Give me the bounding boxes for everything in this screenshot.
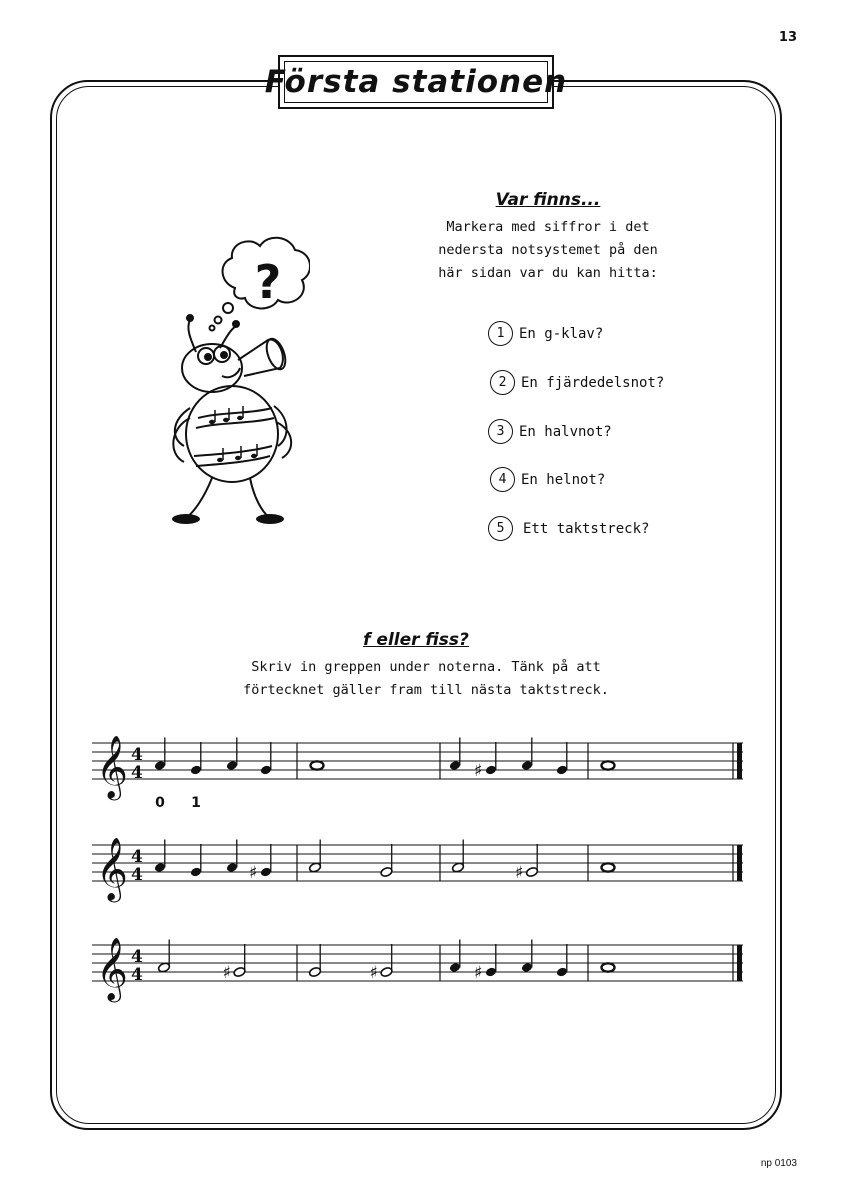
section1-heading: Var finns... <box>495 190 601 210</box>
question-text: En fjärdedelsnot? <box>521 374 665 391</box>
question-number-badge: 5 <box>488 516 513 541</box>
fingering-number: 0 <box>155 795 165 811</box>
question-text: En helnot? <box>521 471 606 488</box>
section2-heading: f eller fiss? <box>363 630 469 650</box>
time-signature-bottom: 4 <box>131 965 143 985</box>
treble-clef-icon: 𝄞 <box>96 735 128 798</box>
section1-text-line: nedersta notsystemet på den <box>438 242 658 258</box>
title-box <box>264 55 568 109</box>
question-item-4 <box>490 467 605 492</box>
sharp-icon: ♯ <box>474 963 483 983</box>
bee-with-question-mark-illustration <box>150 228 310 528</box>
question-item-1 <box>488 321 603 346</box>
page-number: 13 <box>778 30 797 45</box>
page-title: Första stationen <box>264 64 568 100</box>
sharp-icon: ♯ <box>222 963 231 983</box>
time-signature-top: 4 <box>131 847 143 867</box>
section2-text <box>216 656 636 702</box>
sharp-icon: ♯ <box>515 863 524 883</box>
question-item-2 <box>490 370 664 395</box>
sharp-icon: ♯ <box>474 761 483 781</box>
question-text: En halvnot? <box>519 423 612 440</box>
section2-text-line: Skriv in greppen under noterna. Tänk på att <box>251 659 601 675</box>
time-signature-top: 4 <box>131 745 143 765</box>
question-item-5 <box>488 516 649 541</box>
sharp-icon: ♯ <box>369 963 378 983</box>
time-signature-top: 4 <box>131 947 143 967</box>
fingering-number: 1 <box>191 795 201 811</box>
time-signature-bottom: 4 <box>131 763 143 783</box>
question-number-badge: 3 <box>488 419 513 444</box>
question-number-badge: 1 <box>488 321 513 346</box>
question-number-badge: 4 <box>490 467 515 492</box>
question-mark-icon: ? <box>254 255 282 309</box>
time-signature-bottom: 4 <box>131 865 143 885</box>
treble-clef-icon: 𝄞 <box>96 837 128 900</box>
section2-text-line: förtecknet gäller fram till nästa taktstreck. <box>243 682 609 698</box>
sharp-icon: ♯ <box>249 863 258 883</box>
section1-text-line: Markera med siffror i det <box>446 219 650 235</box>
question-text: En g-klav? <box>519 325 604 342</box>
footer-code: np 0103 <box>760 1158 797 1169</box>
question-item-3 <box>488 419 612 444</box>
section1-text-line: här sidan var du kan hitta: <box>438 265 658 281</box>
treble-clef-icon: 𝄞 <box>96 937 128 1000</box>
section1-text <box>398 216 698 285</box>
question-number-badge: 2 <box>490 370 515 395</box>
question-text: Ett taktstreck? <box>523 520 650 537</box>
